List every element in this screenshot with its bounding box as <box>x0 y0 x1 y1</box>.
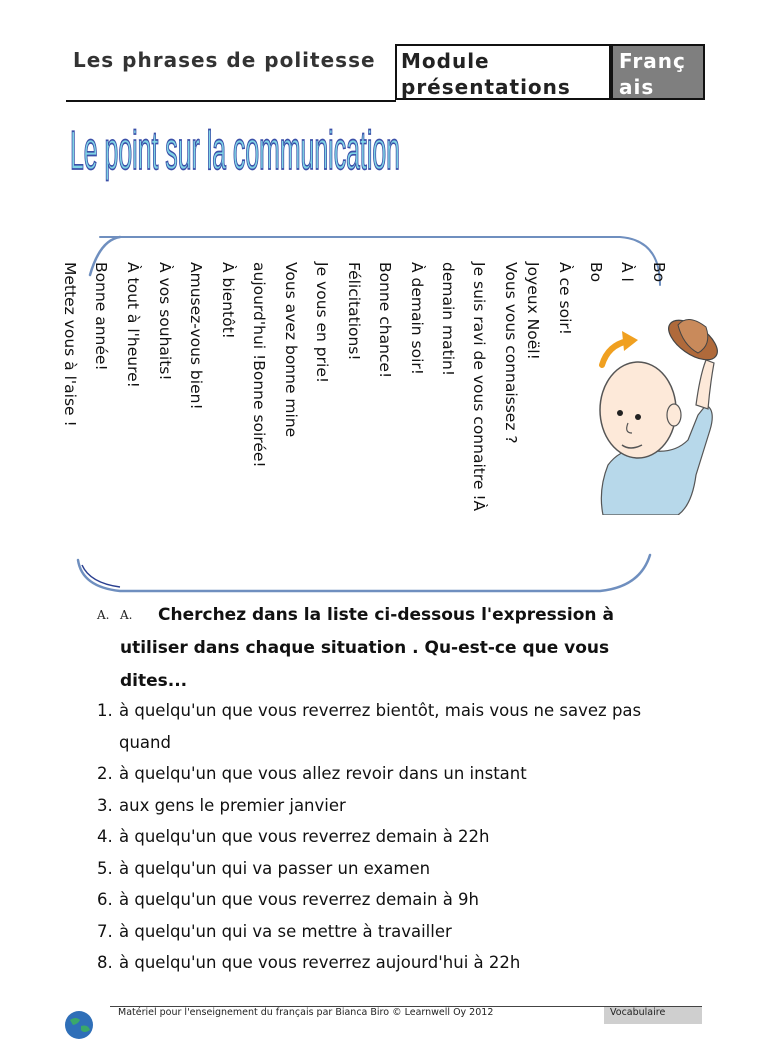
item-number: 3. <box>97 795 113 815</box>
page-title: Les phrases de politesse <box>73 48 376 72</box>
phrase: À l <box>618 262 636 282</box>
phrase: À tout à l'heure! <box>124 262 142 388</box>
item-line: à quelqu'un que vous reverrez demain à 9h <box>119 890 480 909</box>
item-number: 6. <box>97 890 113 909</box>
wordart-heading <box>68 118 408 188</box>
item-line: quand <box>119 732 171 752</box>
phrase: Amusez-vous bien! <box>187 262 205 410</box>
phrase: Bo <box>587 262 605 283</box>
list-item <box>97 853 717 885</box>
phrase: Bonne année! <box>92 262 110 371</box>
item-number: 8. <box>97 953 113 972</box>
item-text <box>119 695 717 758</box>
list-item <box>97 947 717 979</box>
phrase: Vous vous connaissez ? <box>502 262 520 444</box>
item-number: 2. <box>97 764 113 783</box>
item-line: à quelqu'un que vous reverrez bientôt, mais vous ne savez pas <box>119 701 642 720</box>
instruction-line: dites... <box>120 671 188 691</box>
item-line: à quelqu'un que vous allez revoir dans un instant <box>119 764 527 783</box>
instruction-line: Cherchez dans la liste ci-dessous l'expression à <box>158 605 614 625</box>
item-line: à quelqu'un qui va se mettre à travailler <box>119 921 452 941</box>
item-number: 4. <box>97 827 113 846</box>
module-name: présentations <box>401 75 571 99</box>
phrase: À vos souhaits! <box>156 262 174 381</box>
item-line: aux gens le premier janvier <box>119 795 346 815</box>
item-number: 7. <box>97 921 113 941</box>
list-item <box>97 884 717 916</box>
phrase: Mettez vous à l'aise ! <box>61 262 79 427</box>
globe-logo-icon <box>64 1010 94 1040</box>
header-rule <box>66 100 396 102</box>
footer-tag: Vocabulaire <box>604 1007 702 1024</box>
list-item <box>97 916 717 948</box>
item-number: 5. <box>97 858 113 878</box>
item-line: à quelqu'un que vous reverrez aujourd'hui à 22h <box>119 953 521 972</box>
phrase: Joyeux Noël! <box>524 262 542 360</box>
phrase: Vous avez bonne mine <box>282 262 300 438</box>
list-item <box>97 821 717 853</box>
footer-credit: Matériel pour l'enseignement du français par Bianca Biro © Learnwell Oy 2012 <box>118 1007 494 1018</box>
phrase: Félicitations! <box>345 262 363 361</box>
list-marker: A. <box>97 608 110 622</box>
man-with-hat-illustration <box>588 305 758 515</box>
phrase: Je suis ravi de vous connaitre !À <box>470 262 488 512</box>
heading-text: Le point sur la communication <box>70 119 401 182</box>
phrase: Bo <box>650 262 668 283</box>
phrase: À ce soir! <box>556 262 574 335</box>
subject-line-1: Franç <box>619 49 686 73</box>
item-line: à quelqu'un qui va passer un examen <box>119 858 431 878</box>
item-line: à quelqu'un que vous reverrez demain à 22h <box>119 827 490 846</box>
phrase: Bonne chance! <box>376 262 394 379</box>
subject-cell <box>611 44 705 100</box>
list-item <box>97 758 717 790</box>
module-label: Module <box>401 49 490 73</box>
list-item <box>97 695 717 758</box>
subject-line-2: ais <box>619 75 655 99</box>
phrase: demain matin! <box>439 262 457 377</box>
phrase: À bientôt! <box>219 262 237 339</box>
instruction <box>120 599 680 698</box>
list-marker: A. <box>120 608 133 622</box>
item-number: 1. <box>97 701 113 720</box>
phrase: aujourd'hui !Bonne soirée! <box>250 262 268 468</box>
module-cell <box>395 44 611 100</box>
instruction-line: utiliser dans chaque situation . Qu-est-ce que vous <box>120 638 610 658</box>
situation-list <box>97 695 717 979</box>
list-item <box>97 790 717 822</box>
phrase: Je vous en prie! <box>313 262 331 384</box>
phrase: À demain soir! <box>408 262 426 376</box>
